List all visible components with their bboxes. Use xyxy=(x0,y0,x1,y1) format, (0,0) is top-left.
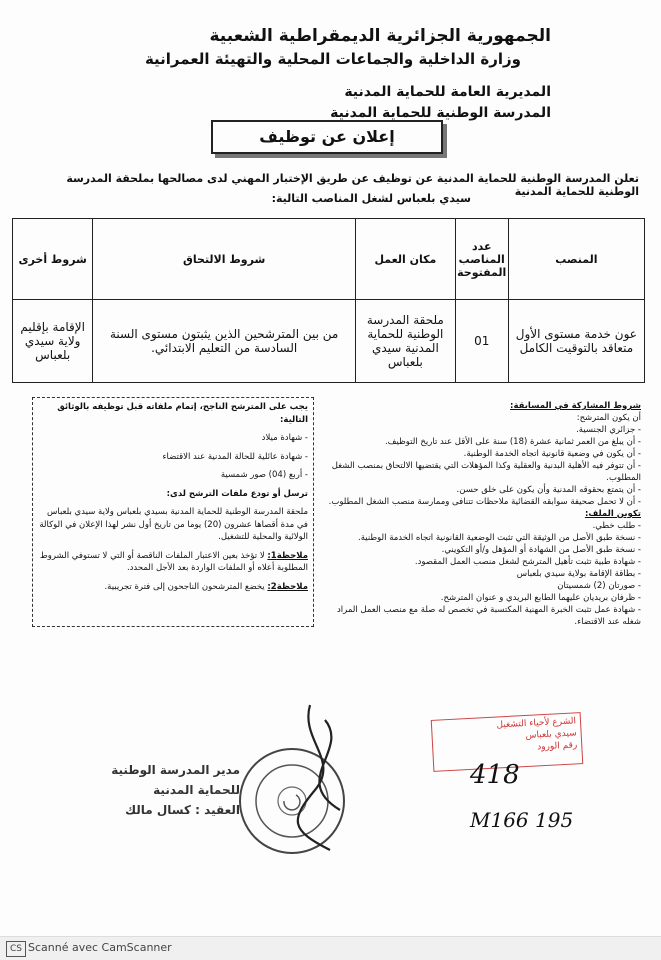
list-item: - أن يكون في وضعية قانونية اتجاه الخدمة الوطنية. xyxy=(463,449,641,459)
cell-place: ملحقة المدرسة الوطنية للحماية المدنية سيدي بلعباس xyxy=(355,300,455,383)
list-item: - أن تتوفر فيه الأهلية البدنية والعقلية وكذا المؤهلات التي يقتضيها الالتحاق بمنصب الشغل المطلوب. xyxy=(331,461,641,483)
handwritten-number: 418 xyxy=(470,760,520,790)
republic-heading: الجمهورية الجزائرية الديمقراطية الشعبية xyxy=(209,26,551,46)
note1-label: ملاحظة1: xyxy=(267,550,308,561)
intro-line-1: تعلن المدرسة الوطنية للحماية المدنية عن توظيف عن طريق الإختبار المهني لدى مصالحها بملحقة المدرسة الوطنية للحماية المدنية xyxy=(66,172,639,198)
scanner-text: Scanné avec CamScanner xyxy=(28,941,172,954)
stamp-line: الشرع لأحياء التشغيل xyxy=(496,716,577,731)
list-item: - أن يتمتع بحقوقه المدنية وأن يكون على خلق حسن. xyxy=(456,485,641,495)
directorate-heading: المديرية العامة للحماية المدنية xyxy=(344,84,551,100)
handwritten-signature-icon xyxy=(270,700,370,860)
send-text: ملحقة المدرسة الوطنية للحماية المدنية بسيدي بلعباس ولاية سيدي بلعباس في مدة أقصاها عشرون (20) يوما من تاريخ أول نشر لهذا الإعلان في الوكالة الولائية والمحلية للتشغيل. xyxy=(39,507,308,542)
header-conditions: شروط الالتحاق xyxy=(93,219,356,300)
list-item: - نسخة طبق الأصل من الشهادة أو المؤهل و/أو التكويني. xyxy=(441,545,641,555)
stamp-line: رقم الورود xyxy=(536,740,578,753)
table-header-row xyxy=(13,219,645,300)
after-heading: يجب على المترشح الناجح، إتمام ملفاته قبل توظيفه بالوثائق التالية: xyxy=(57,402,308,425)
participation-sub: أن يكون المترشح: xyxy=(576,413,641,423)
camscanner-logo-icon: CS xyxy=(6,941,26,957)
list-item: - بطاقة الإقامة بولاية سيدي بلعباس xyxy=(516,569,641,579)
cell-conditions: من بين المترشحين الذين يثبتون مستوى السنة السادسة من التعليم الابتدائي. xyxy=(93,300,356,383)
table-row xyxy=(13,300,645,383)
list-item: - طلب خطي. xyxy=(592,521,641,531)
participation-heading: شروط المشاركة في المسابقة: xyxy=(510,401,641,411)
stamp-line: سيدي بلعباس xyxy=(525,728,577,742)
note2-label: ملاحظة2: xyxy=(267,581,308,592)
header-count: عدد المناصب المفتوحة xyxy=(455,219,508,300)
note2-text: يخضع المترشحون الناجحون إلى فترة تجريبية. xyxy=(104,581,265,592)
list-item: - أربع (04) صور شمسية xyxy=(220,470,308,480)
intro-line-2: سيدي بلعباس لشغل المناصب التالية: xyxy=(271,192,471,205)
list-item: - أن لا تحمل صحيفة سوابقه القضائية ملاحظات تتنافى وممارسة منصب الشغل المطلوب. xyxy=(328,497,641,507)
announcement-title: إعلان عن توظيف xyxy=(211,120,443,154)
send-heading: ترسل أو تودع ملفات الترشح لدى: xyxy=(166,488,308,499)
cell-post: عون خدمة مستوى الأول متعاقد بالتوقيت الكامل xyxy=(508,300,644,383)
signatory-name: العقيد : كسال مالك xyxy=(125,803,240,817)
positions-table xyxy=(12,218,645,383)
cell-count: 01 xyxy=(455,300,508,383)
list-item: - شهادة عائلية للحالة المدنية عند الاقتضاء xyxy=(162,451,308,462)
note1-text: لا تؤخذ بعين الاعتبار الملفات الناقصة أو التي لا تستوفي الشروط المطلوبة أعلاه أو الملفات الواردة بعد الأجل المحدد. xyxy=(39,550,308,573)
header-place: مكان العمل xyxy=(355,219,455,300)
list-item: - صورتان (2) شمسيتان xyxy=(557,581,641,591)
list-item: - نسخة طبق الأصل من الوثيقة التي تثبت الوضعية القانونية اتجاه الخدمة الوطنية. xyxy=(358,533,641,543)
participation-conditions xyxy=(318,400,645,708)
signatory-title-1: مدير المدرسة الوطنية xyxy=(111,763,240,777)
file-heading: تكوين الملف: xyxy=(584,509,641,519)
post-selection-box xyxy=(32,397,314,627)
header-other: شروط أخرى xyxy=(13,219,93,300)
list-item: - شهادة طبية تثبت تأهيل المترشح لشغل منصب العمل المقصود. xyxy=(414,557,641,567)
list-item: - أن يبلغ من العمر ثمانية عشرة (18) سنة على الأقل عند تاريخ التوظيف. xyxy=(384,437,641,447)
cell-other: الإقامة بإقليم ولاية سيدي بلعباس xyxy=(13,300,93,383)
list-item: - جزائري الجنسية. xyxy=(576,425,641,435)
signatory-block xyxy=(60,760,240,820)
header-post: المنصب xyxy=(508,219,644,300)
handwritten-reference: M166 195 xyxy=(470,808,574,832)
scanner-footer xyxy=(0,936,661,960)
list-item: - شهادة ميلاد xyxy=(261,433,308,443)
list-item: - ظرفان بريديان عليهما الطابع البريدي و عنوان المترشح. xyxy=(440,593,641,603)
school-heading: المدرسة الوطنية للحماية المدنية xyxy=(330,105,551,121)
ministry-heading: وزارة الداخلية والجماعات المحلية والتهيئة العمرانية xyxy=(144,50,521,68)
signatory-title-2: للحماية المدنية xyxy=(153,783,240,797)
list-item: - شهادة عمل تثبت الخبرة المهنية المكتسبة في تخصص له صلة مع منصب العمل المراد شغله عند الاقتضاء. xyxy=(336,605,641,627)
